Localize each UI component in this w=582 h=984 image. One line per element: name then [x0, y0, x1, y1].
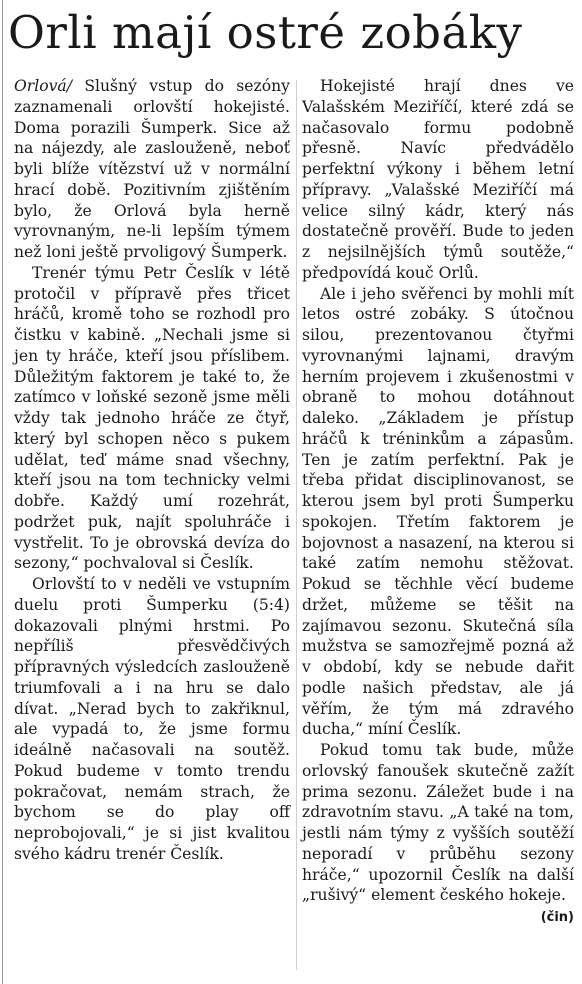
article-column-right: [302, 76, 574, 929]
headline: Orli mají ostré zobáky: [8, 6, 523, 59]
article-column-left: [14, 76, 290, 865]
paragraph-text: Slušný vstup do sezóny zaznamenali orlovští hokejisté. Doma porazili Šumperk. Sice až na nájezdy, ale zaslouženě, neboť byli blíže vítězství už v normální hrací době. Pozitivním zjištěním bylo, že Orlová byla herně vyrovnaným, ne-li lepším týmem než loni ještě prvoligový Šumperk.: [14, 77, 290, 261]
article-paragraph-2: Trenér týmu Petr Česlík v létě protočil v přípravě přes třicet hráčů, kromě toho se rozhodl pro čistku v kabině. „Nechali jsme si jen ty hráče, kteří jsou příslibem. Důležitým faktorem je také to, že zatímco v loňské sezoně jsme měli vždy tak jednoho hráče ze čtyř, který byl schopen něco s pukem udělat, teď máme snad všechny, kteří jsou na tom technicky velmi dobře. Každý umí rozehrát, podržet puk, najít spoluhráče i vystřelit. To je obrovská devíza do sezony,“ pochvaloval si Česlík.: [14, 263, 290, 573]
article-paragraph-6: [302, 740, 574, 925]
column-divider: [296, 80, 297, 970]
author-signature: (čin): [540, 910, 574, 925]
article-paragraph-5: Ale i jeho svěřenci by mohli mít letos ostré zobáky. S útočnou silou, prezentovanou čtyřmi vyrovnanými lajnami, dravým herním projevem i zkušenostmi v obraně to mohou dotáhnout daleko. „Základem je přístup hráčů k tréninkům a zápasům. Ten je zatím perfektní. Pak je třeba přidat disciplinovanost, se kterou jsem byl proti Šumperku spokojen. Třetím faktorem je bojovnost a nasazení, na kterou si také zatím nemohu stěžovat. Pokud se těchhle věcí budeme držet, můžeme se těšit na zajímavou sezonu. Skutečná síla mužstva se samozřejmě pozná až v období, kdy se nebude dařit podle našich představ, ale já věřím, že tým má zdravého ducha,“ míní Česlík.: [302, 284, 574, 739]
article-paragraph-1: [14, 76, 290, 263]
dateline: Orlová/: [14, 77, 72, 95]
left-edge-line: [2, 0, 3, 984]
article-paragraph-4: Hokejisté hrají dnes ve Valašském Meziříčí, které zdá se načasovalo formu podobně přesně. Navíc předvádělo perfektní výkony i během letní přípravy. „Valašské Meziříčí má velice silný kádr, který nás dostatečně prověří. Bude to jeden z nejsilnějších týmů soutěže,“ předpovídá kouč Orlů.: [302, 77, 574, 282]
paragraph-text: Pokud tomu tak bude, může orlovský fanoušek skutečně zažít prima sezonu. Záležet bude i na zdravotním stavu. „A také na tom, jestli nám týmy z vyšších soutěží neporadí v průběhu sezony hráče,“ upozornil Česlík na další „rušivý“ element českého hokeje.: [302, 741, 574, 905]
article-paragraph-3: Orlovští to v neděli ve vstupním duelu proti Šumperku (5:4) dokazovali plnými hrstmi. Po nepříliš přesvědčivých přípravných výsledcích zaslouženě triumfovali a i na hru se dalo dívat. „Nerad bych to zakřiknul, ale vypadá to, že jsme formu ideálně načasovali na soutěž. Pokud budeme v tomto trendu pokračovat, nemám strach, že bychom se do play off neprobojovali,“ je si jist kvalitou svého kádru trenér Česlík.: [14, 575, 290, 863]
